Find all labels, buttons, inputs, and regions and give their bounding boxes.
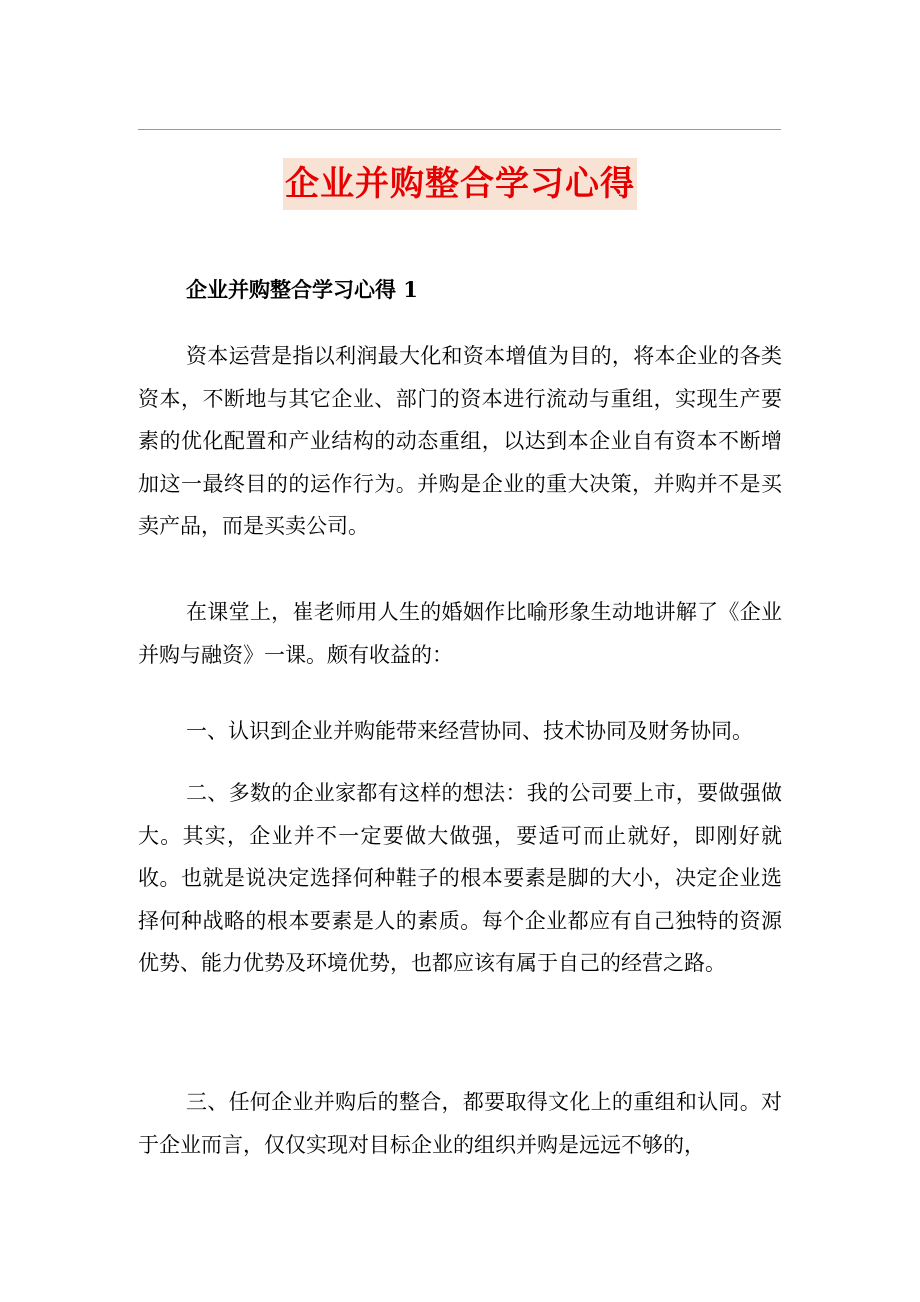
paragraph-4: 二、多数的企业家都有这样的想法：我的公司要上市，要做强做大。其实，企业并不一定要做大做强，要适可而止就好，即刚好就收。也就是说决定选择何种鞋子的根本要素是脚的大小，决定企业选择何种战略的根本要素是人的素质。每个企业都应有自己独特的资源优势、能力优势及环境优势，也都应该有属于自己的经营之路。 <box>138 781 782 975</box>
header-rule <box>138 129 781 130</box>
title-container <box>0 158 920 210</box>
paragraph-1: 资本运营是指以利润最大化和资本增值为目的，将本企业的各类资本，不断地与其它企业、部门的资本进行流动与重组，实现生产要素的优化配置和产业结构的动态重组，以达到本企业自有资本不断增加这一最终目的的运作行为。并购是企业的重大决策，并购并不是买卖产品，而是买卖公司。 <box>138 344 782 538</box>
paragraph-3: 一、认识到企业并购能带来经营协同、技术协同及财务协同。 <box>186 719 753 743</box>
document-title: 企业并购整合学习心得 <box>283 158 637 210</box>
section-heading: 企业并购整合学习心得 1 <box>186 277 418 302</box>
paragraph-2: 在课堂上，崔老师用人生的婚姻作比喻形象生动地讲解了《企业并购与融资》一课。颇有收益的： <box>138 600 782 667</box>
paragraph-5: 三、任何企业并购后的整合，都要取得文化上的重组和认同。对于企业而言，仅仅实现对目标企业的组织并购是远远不够的， <box>138 1090 782 1157</box>
